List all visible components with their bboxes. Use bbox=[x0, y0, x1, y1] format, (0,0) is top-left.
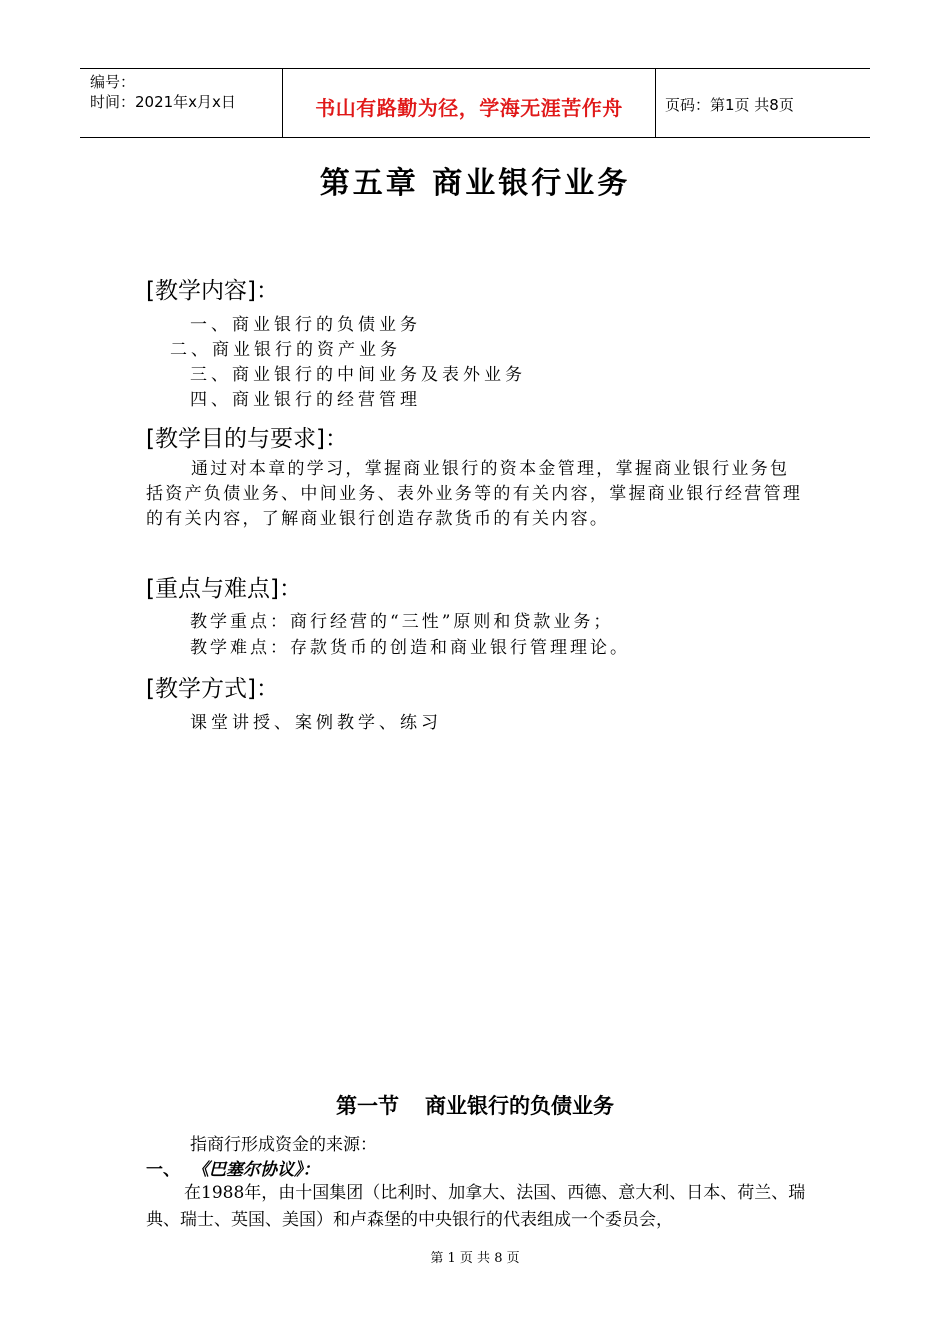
teaching-goals-text: 通过对本章的学习，掌握商业银行的资本金管理，掌握商业银行业务包括资产负债业务、中间业务、表外业务等的有关内容，掌握商业银行经营管理的有关内容，了解商业银行创造存款货币的有关内容。 bbox=[146, 459, 803, 529]
section-intro: 指商行形成资金的来源： bbox=[190, 1135, 377, 1155]
subsection-number: 一、 bbox=[146, 1160, 180, 1180]
number-label: 编号： bbox=[90, 73, 136, 91]
section-paragraph: 在1988年，由十国集团（比利时、加拿大、法国、西德、意大利、日本、荷兰、瑞典、瑞士、英国、美国）和卢森堡的中央银行的代表组成一个委员会， bbox=[146, 1183, 806, 1230]
key-point-2: 教学难点：存款货币的创造和商业银行管理理论。 bbox=[190, 638, 630, 658]
header-left-cell bbox=[80, 69, 280, 137]
section-title: 商业银行的负债业务 bbox=[425, 1094, 614, 1118]
section-heading bbox=[0, 1090, 950, 1120]
header-table bbox=[80, 68, 870, 138]
subsection-heading bbox=[146, 1155, 320, 1180]
content-item-3: 三、商业银行的中间业务及表外业务 bbox=[190, 365, 526, 385]
key-points-heading: [重点与难点]： bbox=[146, 576, 302, 602]
subsection-title: 《巴塞尔协议》： bbox=[192, 1160, 320, 1180]
teaching-goals-heading: [教学目的与要求]： bbox=[146, 426, 348, 452]
teaching-method-text: 课堂讲授、案例教学、练习 bbox=[190, 713, 442, 733]
section-label: 第一节 bbox=[336, 1094, 399, 1118]
chapter-title: 第五章 商业银行业务 bbox=[319, 166, 631, 201]
content-item-4: 四、商业银行的经营管理 bbox=[190, 390, 421, 410]
teaching-content-heading: [教学内容]： bbox=[146, 278, 279, 304]
key-point-1: 教学重点：商行经营的“三性”原则和贷款业务； bbox=[190, 612, 614, 632]
page-footer: 第 1 页 共 8 页 bbox=[430, 1251, 520, 1266]
time-label: 时间：2021年x月x日 bbox=[90, 93, 236, 111]
content-item-2: 二、商业银行的资产业务 bbox=[170, 340, 401, 360]
motto: 书山有路勤为径，学海无涯苦作舟 bbox=[315, 96, 623, 120]
page-info: 页码：第1页 共8页 bbox=[665, 96, 794, 114]
teaching-method-heading: [教学方式]： bbox=[146, 676, 279, 702]
content-item-1: 一、商业银行的负债业务 bbox=[190, 315, 421, 335]
header-motto-cell bbox=[282, 69, 656, 137]
